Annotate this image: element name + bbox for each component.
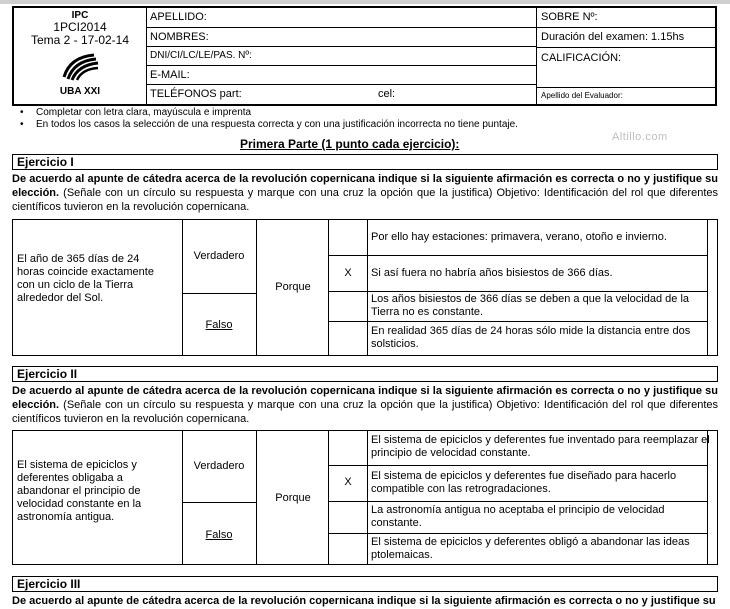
student-fields — [146, 8, 537, 104]
part-title: Primera Parte (1 punto cada ejercicio): — [240, 137, 460, 151]
exercise-3-intro: De acuerdo al apunte de cátedra acerca de la revolución copernicana indique si la siguiente afirmación es correcta o no y justifique su — [12, 595, 716, 607]
exercise-1-intro: De acuerdo al apunte de cátedra acerca de la revolución copernicana indique si la siguiente afirmación es correcta o no y justifique su elección. (Señale con un círculo su respuesta y marque con una cruz la opción que la justifica) Objetivo: Identificación del rol que diferentes científicos tuvieron en la revolución copernicana. — [12, 173, 718, 213]
exercise-2-title: Ejercicio II — [12, 366, 718, 382]
option-mark[interactable]: X — [344, 267, 352, 279]
field-telefonos[interactable] — [146, 85, 536, 104]
exam-info — [537, 8, 715, 104]
justification-option[interactable]: En realidad 365 días de 24 horas sólo mide la distancia entre dos solsticios. — [371, 325, 691, 350]
exam-duration: Duración del examen: 1.15hs — [537, 28, 715, 48]
field-evaluador[interactable]: Apellido del Evaluador: — [541, 91, 623, 100]
field-sobre[interactable]: SOBRE Nº: — [537, 8, 715, 28]
exercise-2-statement: El sistema de epiciclos y deferentes obligaba a abandonar el principio de velocidad constante en la astronomía antigua. — [17, 459, 142, 523]
justification-option[interactable]: Los años bisiestos de 366 días se deben a que la velocidad de la Tierra no es constante. — [371, 293, 690, 318]
exam-tema: Tema 2 - 17-02-14 — [30, 33, 130, 47]
justification-option[interactable]: El sistema de epiciclos y deferentes fue diseñado para hacerlo compatible con las retrogradaciones. — [371, 470, 677, 495]
because-label: Porque — [275, 492, 311, 504]
because-label: Porque — [275, 281, 311, 293]
instruction-item: • Completar con letra clara, mayúscula e imprenta — [20, 107, 252, 118]
justification-option[interactable]: El sistema de epiciclos y deferentes fue inventado para reemplazar el principio de velocidad constante. — [371, 434, 710, 459]
justification-option[interactable]: Por ello hay estaciones: primavera, verano, otoño e invierno. — [371, 231, 667, 243]
false-option[interactable]: Falso — [205, 529, 233, 541]
true-option[interactable]: Verdadero — [193, 460, 245, 472]
instruction-item: • En todos los casos la selección de una respuesta correcta y con una justificación incorrecta no tiene puntaje. — [20, 119, 518, 130]
option-mark[interactable]: X — [344, 476, 352, 488]
exercise-2-table — [12, 430, 718, 565]
justification-option[interactable]: La astronomía antigua no aceptaba el principio de velocidad constante. — [371, 504, 665, 529]
exercise-1-statement: El año de 365 días de 24 horas coincide exactamente con un ciclo de la Tierra alrededor del Sol. — [17, 253, 154, 304]
justification-option[interactable]: Si así fuera no habría años bisiestos de 366 días. — [371, 267, 613, 279]
logo-text: UBA XXI — [59, 86, 101, 97]
watermark: Altillo.com — [612, 131, 668, 143]
exercise-1-title: Ejercicio I — [12, 154, 718, 170]
field-nombres[interactable]: NOMBRES: — [146, 28, 536, 47]
false-option[interactable]: Falso — [205, 319, 233, 331]
field-dni[interactable]: DNI/CI/LC/LE/PAS. Nº: — [146, 47, 536, 66]
field-calificacion[interactable]: CALIFICACIÓN: — [537, 48, 715, 88]
uba-logo-icon — [60, 51, 100, 81]
header-table — [12, 6, 717, 106]
exam-code: 1PCI2014 — [53, 20, 107, 34]
field-apellido[interactable]: APELLIDO: — [146, 8, 536, 28]
logo-cell — [14, 8, 147, 104]
exercise-2-intro: De acuerdo al apunte de cátedra acerca de la revolución copernicana indique si la siguiente afirmación es correcta o no y justifique su elección. (Señale con un círculo su respuesta y marque con una cruz la opción que la justifica) Objetivo: Identificación del rol que diferentes científicos tuvieron en la revolución copernicana. — [12, 385, 718, 425]
justification-option[interactable]: El sistema de epiciclos y deferentes obligó a abandonar las ideas ptolemaicas. — [371, 536, 690, 561]
field-email[interactable]: E-MAIL: — [146, 66, 536, 85]
cel-label: cel: — [378, 88, 396, 100]
instructions-list — [20, 107, 518, 131]
true-option[interactable]: Verdadero — [193, 250, 245, 262]
exercise-3-title: Ejercicio III — [12, 576, 718, 592]
institution: IPC — [71, 10, 89, 21]
exercise-1-table — [12, 219, 718, 356]
top-bar — [0, 0, 730, 4]
telefonos-label: TELÉFONOS part: — [150, 88, 242, 100]
